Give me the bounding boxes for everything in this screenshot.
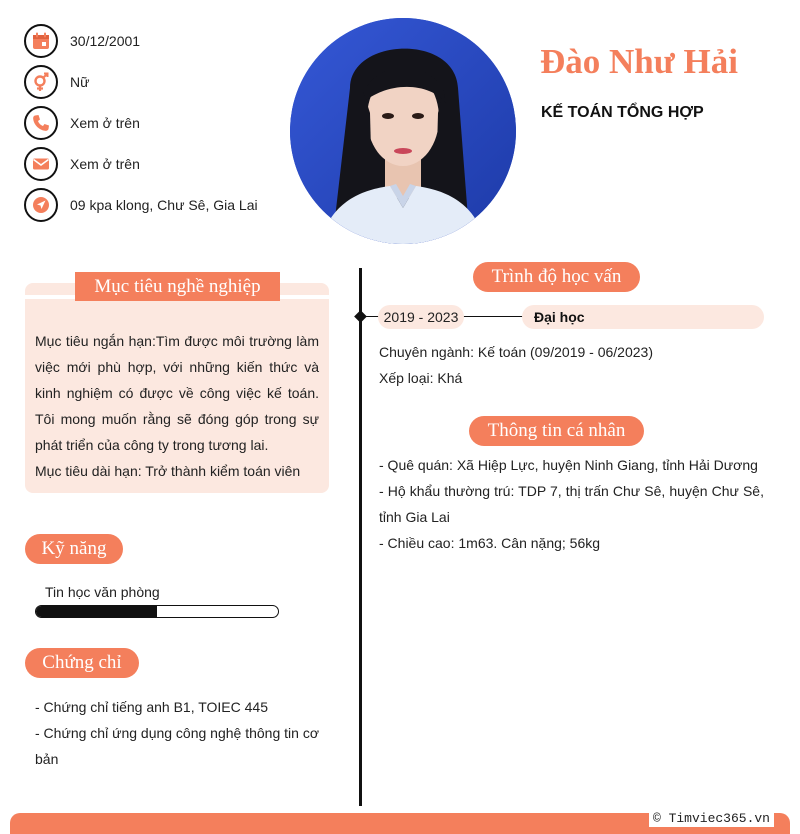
skill-level-bar [35,605,279,618]
location-icon [24,188,58,222]
birthdate-text: 30/12/2001 [70,32,141,49]
certificates-heading: Chứng chỉ [25,648,139,678]
education-heading: Trình độ học vấn [473,262,640,292]
timeline-marker [354,310,367,323]
objective-heading: Mục tiêu nghề nghiệp [75,272,280,301]
contact-list [24,20,284,225]
email-icon [24,147,58,181]
skill-level-fill [36,606,157,617]
contact-address [24,184,284,225]
objective-text [35,328,319,484]
contact-gender [24,61,284,102]
education-major: Chuyên ngành: Kế toán (09/2019 - 06/2023) [379,344,653,360]
objective-long-term: Mục tiêu dài hạn: Trở thành kiểm toán viên [35,463,301,479]
column-divider [359,268,362,806]
education-level: Đại học [522,305,764,329]
profile-photo [290,18,516,244]
address-text: 09 kpa klong, Chư Sê, Gia Lai [70,196,258,213]
certificate-list [35,694,325,772]
personal-info-item: - Hộ khẩu thường trú: TDP 7, thị trấn Chư Sê, huyện Chư Sê, tỉnh Gia Lai [379,483,764,525]
contact-phone [24,102,284,143]
phone-icon [24,106,58,140]
personal-info-item: - Chiều cao: 1m63. Cân nặng; 56kg [379,535,601,551]
phone-text: Xem ở trên [70,114,140,131]
education-details [379,339,653,391]
email-text: Xem ở trên [70,155,140,172]
skills-heading: Kỹ năng [25,534,123,564]
contact-birthdate [24,20,284,61]
skill-name: Tin học văn phòng [45,584,160,600]
personal-info-heading: Thông tin cá nhân [469,416,644,446]
objective-short-term: Mục tiêu ngắn hạn:Tìm được môi trường làm việc mới phù hợp, với những kiến thức và kinh nghiệm có được về công việc kế toán. Tôi mong muốn rằng sẽ đóng góp trong sự phát triển của công ty trong tương lai. [35,333,319,453]
personal-info-list [379,452,764,556]
certificate-item: - Chứng chỉ ứng dụng công nghệ thông tin cơ bản [35,725,319,767]
education-grade: Xếp loại: Khá [379,370,463,386]
certificate-item: - Chứng chỉ tiếng anh B1, TOIEC 445 [35,699,268,715]
contact-email [24,143,284,184]
footer-credit: © Timviec365.vn [649,811,774,827]
gender-text: Nữ [70,73,90,90]
education-years: 2019 - 2023 [378,305,464,329]
personal-info-item: - Quê quán: Xã Hiệp Lực, huyện Ninh Giang, tỉnh Hải Dương [379,457,758,473]
calendar-icon [24,24,58,58]
job-title: KẾ TOÁN TỔNG HỢP [541,104,704,121]
gender-icon [24,65,58,99]
candidate-name: Đào Như Hải [540,42,738,81]
